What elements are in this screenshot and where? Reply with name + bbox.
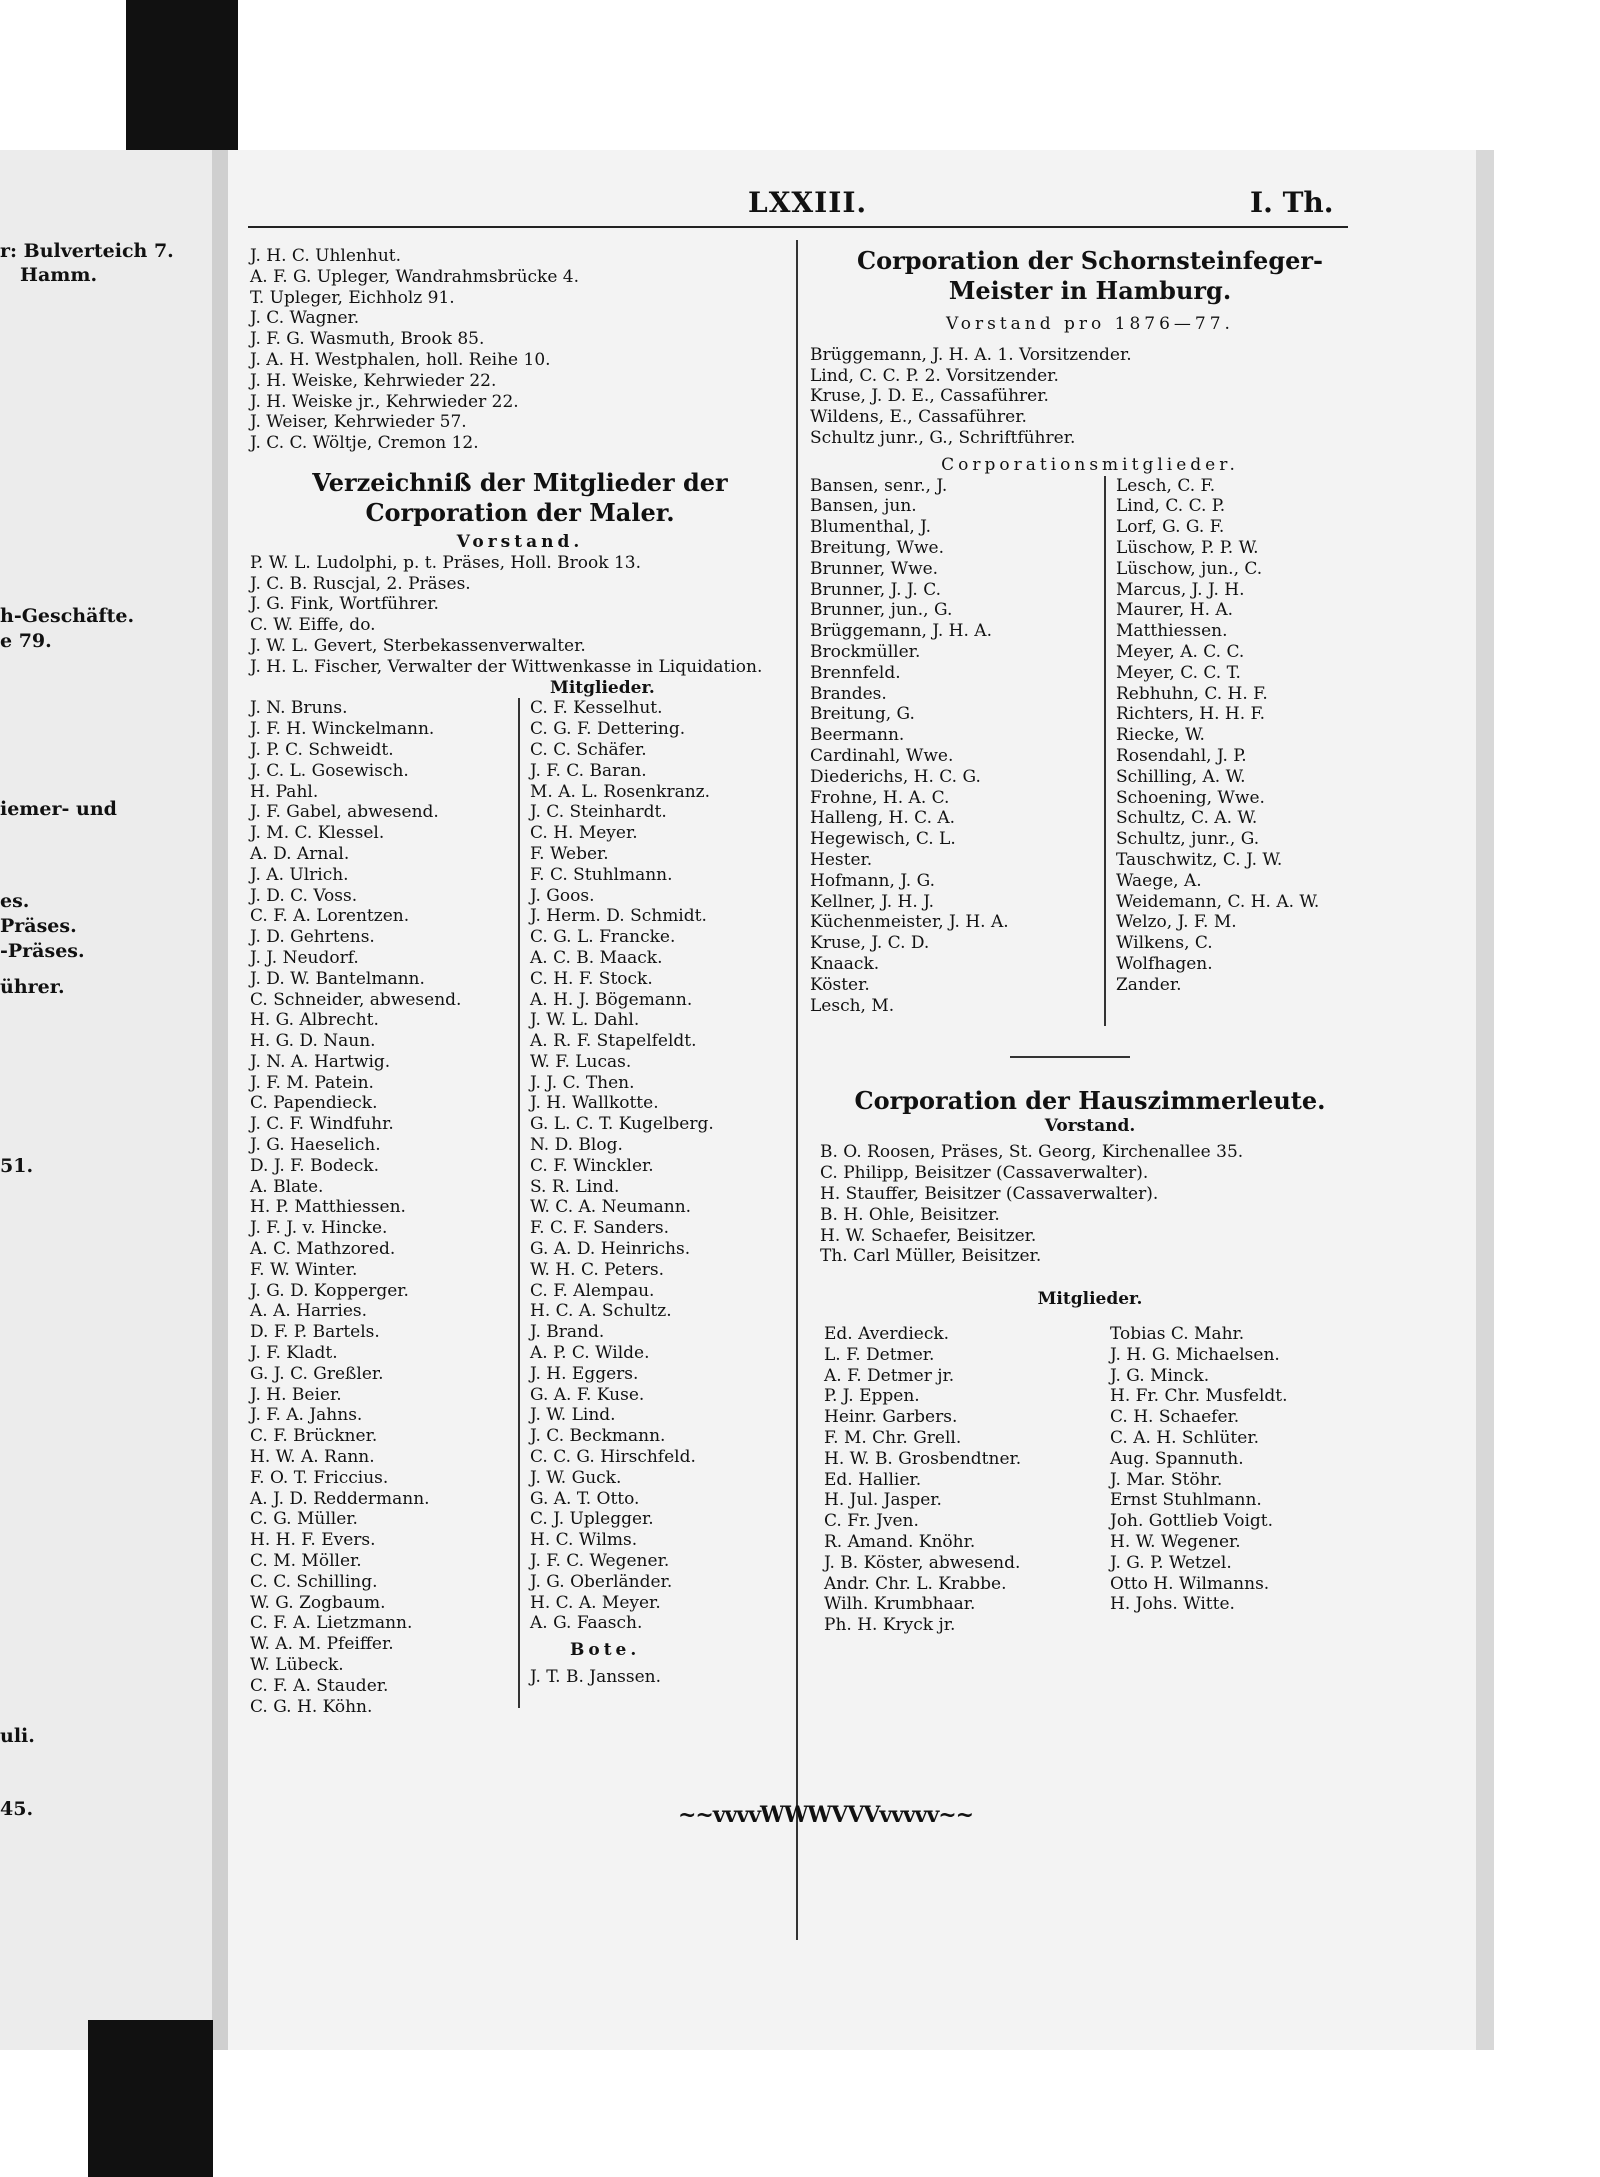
list-item: B. H. Ohle, Beisitzer. [820,1204,1000,1225]
member-entry: J. Herm. D. Schmidt. [530,906,707,927]
member-entry: J. D. C. Voss. [250,885,358,906]
member-entry: Schilling, A. W. [1116,766,1246,787]
member-entry: Lesch, M. [810,995,895,1016]
member-entry: Breitung, Wwe. [810,537,945,558]
member-entry: J. Mar. Stöhr. [1110,1469,1223,1490]
member-entry: J. H. G. Michaelsen. [1110,1344,1280,1365]
member-entry: Lüschow, P. P. W. [1116,537,1259,558]
member-entry: J. D. W. Bantelmann. [250,968,425,989]
member-entry: J. C. Beckmann. [530,1426,666,1447]
member-entry: C. Schneider, abwesend. [250,989,462,1010]
left-frag: uli. [0,1725,35,1747]
member-entry: Lorf, G. G. F. [1116,517,1225,538]
list-item: J. A. H. Westphalen, holl. Reihe 10. [250,349,551,370]
member-entry: Aug. Spannuth. [1110,1448,1244,1469]
member-entry: Welzo, J. F. M. [1116,912,1237,933]
member-entry: G. A. D. Heinrichs. [530,1239,691,1260]
list-item: C. W. Eiffe, do. [250,615,376,636]
member-entry: F. M. Chr. Grell. [824,1427,962,1448]
member-entry: W. H. C. Peters. [530,1259,665,1280]
member-entry: Zander. [1116,974,1182,995]
member-entry: Hegewisch, C. L. [810,829,956,850]
member-entry: J. A. Ulrich. [250,864,349,885]
member-entry: Tobias C. Mahr. [1110,1323,1245,1344]
member-entry: J. N. Bruns. [250,698,348,719]
member-entry: J. H. Eggers. [530,1363,639,1384]
list-item: J. C. B. Ruscjal, 2. Präses. [250,573,471,594]
member-entry: W. C. A. Neumann. [530,1197,692,1218]
member-entry: C. Fr. Jven. [824,1511,919,1532]
list-item: J. C. Wagner. [250,308,360,329]
left-page-fragment [0,150,215,2050]
member-entry: A. D. Arnal. [250,843,350,864]
member-entry: N. D. Blog. [530,1135,623,1156]
page-gutter [212,150,228,2050]
member-entry: Lüschow, jun., C. [1116,558,1263,579]
list-item: J. G. Fink, Wortführer. [250,594,439,615]
member-entry: C. J. Uplegger. [530,1509,654,1530]
member-entry: H. P. Matthiessen. [250,1197,406,1218]
list-item: Brüggemann, J. H. A. 1. Vorsitzender. [810,344,1132,365]
member-entry: Breitung, G. [810,704,915,725]
member-entry: Wilh. Krumbhaar. [824,1594,976,1615]
member-entry: J. F. C. Wegener. [530,1551,670,1572]
schornstein-members [810,476,1370,1036]
member-entry: J. J. C. Then. [530,1072,635,1093]
member-entry: Meyer, A. C. C. [1116,641,1245,662]
list-item: J. F. G. Wasmuth, Brook 85. [250,329,485,350]
section-separator [1010,1056,1130,1058]
member-entry: H. W. Wegener. [1110,1531,1241,1552]
member-entry: Cardinahl, Wwe. [810,745,954,766]
member-entry: Rosendahl, J. P. [1116,745,1247,766]
left-frag: r: Bulverteich 7. [0,240,174,262]
member-entry: C. G. Müller. [250,1509,358,1530]
member-entry: Brunner, jun., G. [810,600,953,621]
member-entry: Halleng, H. C. A. [810,808,956,829]
member-entry: H. Pahl. [250,781,319,802]
document-page [228,150,1476,2050]
member-entry: H. Johs. Witte. [1110,1594,1235,1615]
list-item: Wildens, E., Cassaführer. [810,407,1027,428]
member-entry: Schoening, Wwe. [1116,787,1265,808]
member-entry: Hofmann, J. G. [810,870,935,891]
schornstein-mitglieder-heading: Corporationsmitglieder. [941,454,1239,475]
member-entry: C. H. Schaefer. [1110,1407,1240,1428]
film-edge-bottom [88,2020,213,2177]
member-entry: Richters, H. H. F. [1116,704,1266,725]
member-entry: F. W. Winter. [250,1259,358,1280]
member-entry: H. W. A. Rann. [250,1447,375,1468]
schornstein-vorstand-list [810,345,1370,449]
member-entry: J. G. Haeselich. [250,1135,381,1156]
member-entry: Schultz, C. A. W. [1116,808,1258,829]
members-divider [518,698,520,1708]
member-entry: W. G. Zogbaum. [250,1592,386,1613]
list-item: J. Weiser, Kehrwieder 57. [250,412,467,433]
member-entry: Waege, A. [1116,870,1202,891]
section-separator-wrap [810,1036,1370,1076]
member-entry: J. C. Steinhardt. [530,802,667,823]
schornstein-vorstand-heading: Vorstand pro 1876—77. [946,314,1234,334]
member-entry: Kellner, J. H. J. [810,891,935,912]
zimmer-members-col-a [824,1324,1094,1636]
members-divider [1104,476,1106,1026]
list-item: Kruse, J. D. E., Cassaführer. [810,386,1049,407]
zimmer-members-col-b [1110,1324,1370,1615]
member-entry: W. A. M. Pfeiffer. [250,1634,394,1655]
list-item: Th. Carl Müller, Beisitzer. [820,1246,1042,1267]
member-entry: Frohne, H. A. C. [810,787,950,808]
member-entry: J. G. P. Wetzel. [1110,1552,1232,1573]
member-entry: J. Goos. [530,885,595,906]
list-item: J. W. L. Gevert, Sterbekassenverwalter. [250,635,586,656]
page-number: LXXIII. [748,186,868,219]
member-entry: S. R. Lind. [530,1176,620,1197]
list-item: J. H. L. Fischer, Verwalter der Wittwenkasse in Liquidation. [250,656,763,677]
member-entry: C. A. H. Schlüter. [1110,1427,1259,1448]
member-entry: F. Weber. [530,843,609,864]
member-entry: A. C. B. Maack. [530,947,663,968]
member-entry: R. Amand. Knöhr. [824,1531,976,1552]
member-entry: Hester. [810,849,873,870]
left-frag: 45. [0,1798,34,1820]
member-entry: A. G. Faasch. [530,1613,643,1634]
member-entry: J. G. Minck. [1110,1365,1210,1386]
member-entry: Marcus, J. J. H. [1116,579,1245,600]
member-entry: C. H. F. Stock. [530,968,653,989]
member-entry: C. G. H. Köhn. [250,1696,373,1717]
member-entry: Meyer, C. C. T. [1116,662,1241,683]
member-entry: Otto H. Wilmanns. [1110,1573,1270,1594]
member-entry: M. A. L. Rosenkranz. [530,781,711,802]
member-entry: J. F. M. Patein. [250,1072,374,1093]
member-entry: C. F. Winckler. [530,1155,654,1176]
member-entry: Knaack. [810,953,880,974]
left-frag: Hamm. [20,264,98,286]
member-entry: W. Lübeck. [250,1655,344,1675]
member-entry: J. G. Oberländer. [530,1571,673,1592]
member-entry: G. L. C. T. Kugelberg. [530,1114,714,1135]
list-item: H. W. Schaefer, Beisitzer. [820,1225,1037,1246]
member-entry: A. F. Detmer jr. [824,1365,955,1386]
list-item: Schultz junr., G., Schriftführer. [810,427,1076,448]
member-entry: C. F. A. Lorentzen. [250,906,410,927]
zimmer-vorstand-list [810,1142,1370,1267]
member-entry: Riecke, W. [1116,725,1205,746]
member-entry: J. N. A. Hartwig. [250,1051,391,1072]
member-entry: J. D. Gehrtens. [250,927,375,948]
maler-mitglieder-heading: Mitglieder. [550,677,655,698]
member-entry: F. C. Stuhlmann. [530,864,673,885]
member-entry: Heinr. Garbers. [824,1407,958,1428]
member-entry: H. C. A. Schultz. [530,1301,672,1322]
member-entry: C. Papendieck. [250,1093,378,1114]
schornstein-members-col-b [1116,476,1370,996]
member-entry: C. F. Alempau. [530,1280,655,1301]
member-entry: G. J. C. Greßler. [250,1363,384,1384]
list-item: A. F. G. Upleger, Wandrahmsbrücke 4. [250,266,580,287]
maler-members-col-a [250,698,515,1717]
member-entry: C. F. A. Stauder. [250,1675,389,1696]
left-frag: es. [0,890,30,912]
page-edge [1476,150,1494,2050]
member-entry: C. G. L. Francke. [530,927,676,948]
list-item: Lind, C. C. P. 2. Vorsitzender. [810,365,1059,386]
member-entry: A. J. D. Reddermann. [250,1488,430,1509]
member-entry: F. C. F. Sanders. [530,1218,670,1239]
member-entry: Brockmüller. [810,641,921,662]
member-entry: Bansen, jun. [810,496,917,517]
left-frag: iemer- und [0,798,117,820]
list-item: J. H. Weiske, Kehrwieder 22. [250,370,497,391]
member-entry: A. R. F. Stapelfeldt. [530,1031,697,1052]
left-frag: -Präses. [0,940,85,962]
member-entry: H. Jul. Jasper. [824,1490,942,1511]
list-item: T. Upleger, Eichholz 91. [250,287,455,308]
maler-members-col-b [530,698,790,1687]
maler-members [250,698,790,1718]
member-entry: J. W. L. Dahl. [530,1010,640,1031]
member-entry: H. C. A. Meyer. [530,1592,661,1613]
member-entry: Andr. Chr. L. Krabbe. [824,1573,1007,1594]
member-entry: A. H. J. Bögemann. [530,989,693,1010]
member-entry: C. C. Schilling. [250,1571,378,1592]
list-item: J. C. C. Wöltje, Cremon 12. [250,433,479,454]
member-entry: Brunner, Wwe. [810,558,939,579]
member-entry: Brunner, J. J. C. [810,579,942,600]
left-frag: h-Geschäfte. [0,605,135,627]
end-ornament: ~~vvvvWWWVVVvvvvv~~ [678,1802,974,1828]
member-entry: J. F. H. Winckelmann. [250,719,435,740]
member-entry: J. Brand. [530,1322,605,1343]
member-entry: Lesch, C. F. [1116,475,1216,496]
member-entry: Ph. H. Kryck jr. [824,1615,956,1636]
list-item: J. H. C. Uhlenhut. [250,246,401,266]
member-entry: Küchenmeister, J. H. A. [810,912,1009,933]
maler-vorstand-heading: Vorstand. [456,531,584,552]
maler-title: Verzeichniß der Mitglieder der Corporation der Maler. [312,467,728,527]
member-entry: Tauschwitz, C. J. W. [1116,849,1283,870]
member-entry: C. M. Möller. [250,1551,362,1572]
member-entry: H. W. B. Grosbendtner. [824,1448,1022,1469]
member-entry: C. F. Brückner. [250,1426,378,1447]
bote-heading: Bote. [570,1640,641,1661]
member-entry: Lind, C. C. P. [1116,496,1226,517]
member-entry: Köster. [810,974,870,995]
member-entry: C. F. Kesselhut. [530,698,663,719]
member-entry: H. G. Albrecht. [250,1010,379,1031]
member-entry: Diederichs, H. C. G. [810,766,981,787]
member-entry: Brandes. [810,683,887,704]
member-entry: Ernst Stuhlmann. [1110,1490,1262,1511]
member-entry: L. F. Detmer. [824,1344,935,1365]
member-entry: J. B. Köster, abwesend. [824,1552,1021,1573]
member-entry: A. C. Mathzored. [250,1239,396,1260]
member-entry: Schultz, junr., G. [1116,829,1260,850]
member-entry: Ed. Averdieck. [824,1323,950,1344]
member-entry: D. F. P. Bartels. [250,1322,380,1343]
member-entry: Bansen, senr., J. [810,475,948,496]
member-entry: G. A. F. Kuse. [530,1384,645,1405]
member-entry: H. Fr. Chr. Musfeldt. [1110,1386,1288,1407]
member-entry: F. O. T. Friccius. [250,1467,389,1488]
member-entry: J. M. C. Klessel. [250,823,385,844]
member-entry: Beermann. [810,725,905,746]
zimmer-mitglieder-heading: Mitglieder. [1037,1289,1143,1310]
member-entry: G. A. T. Otto. [530,1488,640,1509]
list-item: H. Stauffer, Beisitzer (Cassaverwalter). [820,1183,1159,1204]
left-frag: 51. [0,1155,34,1177]
member-entry: C. G. F. Dettering. [530,719,686,740]
left-frag: e 79. [0,630,52,652]
zimmer-vorstand-heading: Vorstand. [1044,1115,1136,1136]
member-entry: J. W. Lind. [530,1405,616,1426]
member-entry: J. W. Guck. [530,1467,622,1488]
member-entry: Rebhuhn, C. H. F. [1116,683,1268,704]
member-entry: Weidemann, C. H. A. W. [1116,891,1320,912]
list-item: J. H. Weiske jr., Kehrwieder 22. [250,391,519,412]
header-rule [248,226,1348,228]
column-left [250,246,790,1718]
member-entry: A. Blate. [250,1176,324,1197]
member-entry: J. P. C. Schweidt. [250,739,394,760]
member-entry: J. F. Kladt. [250,1343,338,1364]
member-entry: P. J. Eppen. [824,1386,920,1407]
member-entry: Brüggemann, J. H. A. [810,621,992,642]
section-label: I. Th. [1250,186,1334,219]
member-entry: D. J. F. Bodeck. [250,1155,379,1176]
list-item: C. Philipp, Beisitzer (Cassaverwalter). [820,1163,1149,1184]
member-entry: J. F. Gabel, abwesend. [250,802,439,823]
left-frag: ührer. [0,976,65,998]
member-entry: J. H. Beier. [250,1384,342,1405]
member-entry: J. H. Wallkotte. [530,1093,659,1114]
member-entry: A. A. Harries. [250,1301,368,1322]
zimmer-members [810,1324,1370,1654]
maler-vorstand-list [250,553,790,678]
member-entry: Kruse, J. C. D. [810,933,930,954]
member-entry: H. H. F. Evers. [250,1530,376,1551]
member-entry: J. C. F. Windfuhr. [250,1114,394,1135]
member-entry: J. G. D. Kopperger. [250,1280,409,1301]
member-entry: H. C. Wilms. [530,1530,638,1551]
member-entry: J. F. A. Jahns. [250,1405,363,1426]
member-entry: H. G. D. Naun. [250,1031,376,1052]
list-item: B. O. Roosen, Präses, St. Georg, Kirchenallee 35. [820,1142,1244,1163]
column-right [810,246,1370,1654]
member-entry: C. F. A. Lietzmann. [250,1613,413,1634]
member-entry: Wilkens, C. [1116,933,1213,954]
left-frag: Präses. [0,915,77,937]
zimmer-title: Corporation der Hauszimmerleute. [854,1085,1326,1115]
member-entry: C. C. Schäfer. [530,739,647,760]
list-item: P. W. L. Ludolphi, p. t. Präses, Holl. Brook 13. [250,552,641,573]
member-entry: J. F. J. v. Hincke. [250,1218,388,1239]
member-entry: Wolfhagen. [1116,953,1213,974]
member-entry: J. C. L. Gosewisch. [250,760,409,781]
member-entry: C. H. Meyer. [530,823,638,844]
member-entry: Joh. Gottlieb Voigt. [1110,1511,1274,1532]
member-entry: Brennfeld. [810,662,901,683]
member-entry: Maurer, H. A. [1116,600,1234,621]
top-list [250,246,790,454]
member-entry: W. F. Lucas. [530,1051,632,1072]
member-entry: Matthiessen. [1116,621,1228,642]
member-entry: J. F. C. Baran. [530,760,647,781]
column-divider [796,240,798,1940]
member-entry: Blumenthal, J. [810,517,932,538]
member-entry: J. J. Neudorf. [250,947,359,968]
member-entry: A. P. C. Wilde. [530,1343,650,1364]
schornstein-members-col-a [810,476,1095,1017]
member-entry: C. C. G. Hirschfeld. [530,1447,696,1468]
bote-entry: J. T. B. Janssen. [530,1667,662,1687]
member-entry: Ed. Hallier. [824,1469,922,1490]
schornstein-title: Corporation der Schornsteinfeger-Meister in Hamburg. [857,246,1323,305]
